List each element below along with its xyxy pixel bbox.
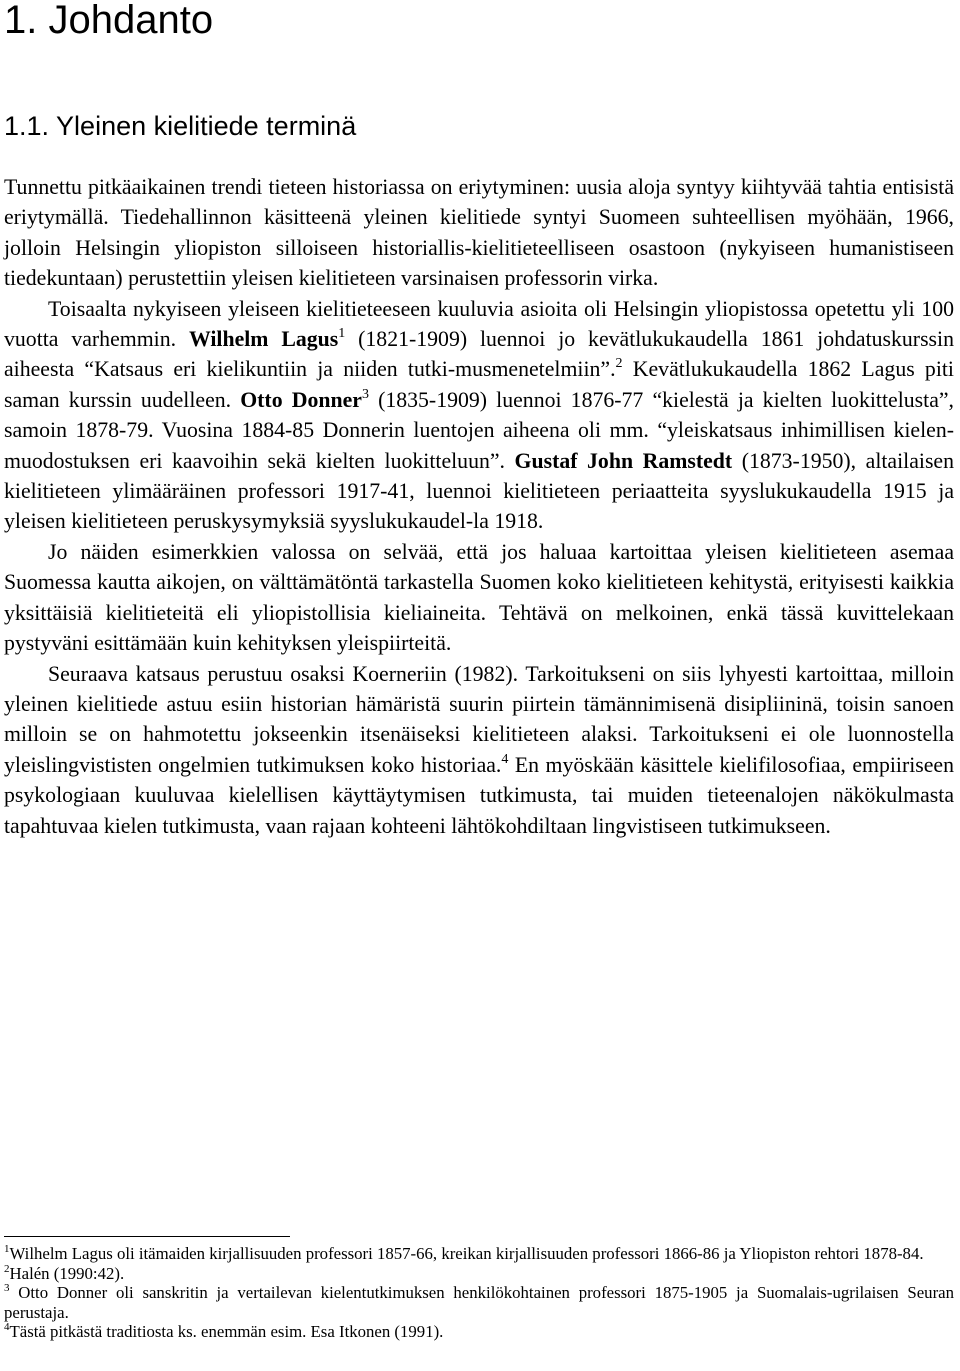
paragraph-2: [4, 294, 954, 537]
footnote-mark: 2: [4, 1262, 10, 1275]
paragraph-3: [4, 537, 954, 659]
paragraph-1: [4, 172, 954, 294]
footnote-2: [4, 1264, 954, 1284]
chapter-title: 1. Johdanto: [4, 0, 214, 42]
paragraph-4-text-1: Seuraava katsaus perustuu osaksi Koerneriin (1982). Tarkoitukseni on siis lyhyesti kartoittaa, milloin yleinen kielitiede astuu esiin historian hämäristä suurin piirtein tämännimisenä disipliininä, toisin sanoen milloin se on hahmotettu jokseenkin itsenäiseksi kielitieteen alaksi. Tarkoitukseni ei ole luonnostella yleislingvististen ongelmien tutkimuksen koko historiaa.: [4, 661, 954, 777]
paragraph-2-text-5: (1873-1950), altailaisen kielitieteen ylimääräinen professori 1917-41, luennoi kielitieteen periaatteita syyslukukaudella 1915 ja yleisen kielitieteen peruskysymyksiä syyslukukaudel-la 1918.: [4, 448, 955, 534]
person-name-lagus: Wilhelm Lagus: [188, 327, 339, 352]
footnote-text: Tästä pitkästä traditiosta ks. enemmän esim. Esa Itkonen (1991).: [9, 1322, 444, 1342]
footnotes: [4, 1244, 954, 1342]
footnote-text: Halén (1990:42).: [9, 1263, 125, 1283]
section-title: 1.1. Yleinen kielitiede terminä: [4, 111, 357, 141]
footnote-divider: [4, 1236, 290, 1237]
footnote-ref-3[interactable]: 3: [361, 386, 369, 402]
footnote-ref-2[interactable]: 2: [615, 356, 623, 372]
footnote-text: Wilhelm Lagus oli itämaiden kirjallisuuden professori 1857-66, kreikan kirjallisuuden professori 1866-86 ja Yliopiston rehtori 1878-84.: [9, 1244, 924, 1263]
footnote-4: [4, 1322, 954, 1342]
footnote-1: [4, 1244, 954, 1264]
footnote-mark: 3: [4, 1282, 10, 1295]
paragraph-1-text: Tunnettu pitkäaikainen trendi tieteen historiassa on eriytyminen: uusia aloja syntyy kiihtyvää tahtia entisistä eriytymällä. Tiedehallinnon käsitteenä yleinen kielitiede syntyi Suomeen suhteellisen myöhään, 1966, jolloin Helsingin yliopiston silloiseen historiallis-kielitieteelliseen osastoon (nykyiseen humanistiseen tiedekuntaan) perustettiin yleisen kielitieteen varsinaisen professorin virka.: [4, 175, 954, 291]
paragraph-2-text-2: (1821-1909) luennoi jo kevätlukukaudella 1861 johdatuskurssin aiheesta “Katsaus eri kielikuntiin ja niiden tutki-musmenetelmiin”.: [4, 327, 954, 382]
footnote-ref-4[interactable]: 4: [501, 751, 509, 767]
footnote-3: [4, 1283, 954, 1322]
paragraph-2-text-4: (1835-1909) luennoi 1876-77 “kielestä ja kielten luokittelusta”, samoin 1878-79. Vuosina 1884-85 Donnerin luentojen aiheena oli mm. “yleiskatsaus inhimillisen kielen-muodostuksen eri kaavoihin sekä kielten luokitteluun”.: [4, 387, 954, 473]
footnote-mark: 1: [4, 1243, 10, 1255]
paragraph-4-text-2: En myöskään käsittele kielifilosofiaa, empiiriseen psykologiaan kuuluvaa kielellisen käyttäytymisen tutkimusta, tai muiden tieteenalojen näkökulmasta tapahtuvaa kielen tutkimusta, vaan rajaan kohteeni lähtökohdiltaan lingvistiseen tutkimukseen.: [4, 752, 954, 838]
footnote-mark: 4: [4, 1321, 10, 1334]
person-name-donner: Otto Donner: [240, 387, 362, 412]
paragraph-2-text-1: Toisaalta nykyiseen yleiseen kielitieteeseen kuuluvia asioita oli Helsingin yliopistossa opetettu yli 100 vuotta varhemmin.: [4, 296, 954, 352]
body-text: [4, 172, 954, 841]
footnote-text: Otto Donner oli sanskritin ja vertailevan kielentutkimuksen henkilökohtainen professori 1875-1905 ja Suomalais-ugrilaisen Seuran perustaja.: [4, 1283, 954, 1322]
person-name-ramstedt: Gustaf John Ramstedt: [514, 448, 733, 473]
paragraph-2-text-3: Kevätlukukaudella 1862 Lagus piti saman kurssin uudelleen.: [4, 357, 954, 412]
paragraph-3-text: Jo näiden esimerkkien valossa on selvää, että jos haluaa kartoittaa yleisen kielitieteen asemaa Suomessa kautta aikojen, on välttämätöntä tarkastella Suomen koko kielitieteen kehitystä, erityisesti kaikkia yksittäisiä kielitieteitä eli yliopistollisia kieliaineita. Tehtävä on melkoinen, enkä tässä kuvittelekaan pystyväni esittämään kuin kehityksen yleispiirteitä.: [4, 539, 954, 656]
paragraph-4: [4, 659, 954, 841]
footnote-ref-1[interactable]: 1: [338, 326, 346, 342]
